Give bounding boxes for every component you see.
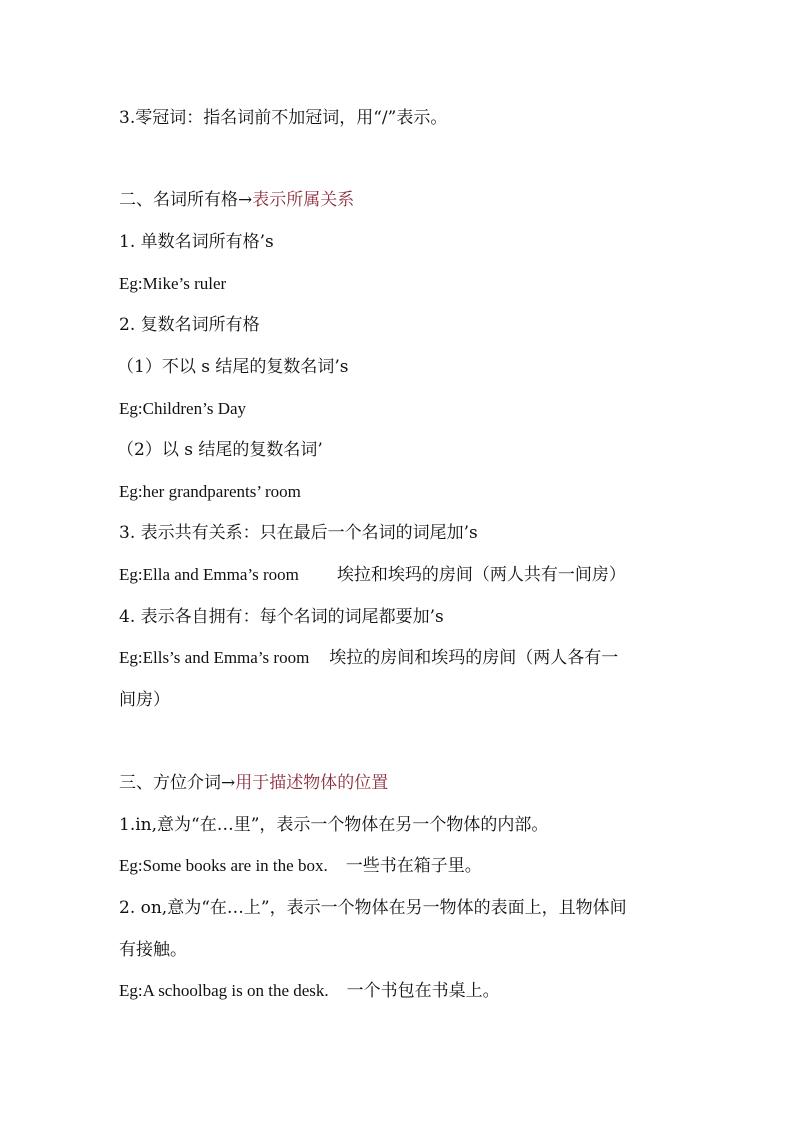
joint-possession-example [119,564,626,586]
separate-possession-example [119,647,618,669]
joint-possession-example-en: Eg:Ella and Emma’s room [119,565,299,584]
joint-possession-example-cn: 埃拉和埃玛的房间（两人共有一间房） [336,565,626,585]
singular-possessive-example: Eg:Mike’s ruler [119,274,227,293]
plural-possessive-sub2: （2）以 s 结尾的复数名词’ [117,440,323,460]
joint-possession-item: 3. 表示共有关系：只在最后一个名词的词尾加’s [119,523,478,543]
separate-possession-example-en: Eg:Ells’s and Emma’s room [119,648,310,667]
plural-possessive-sub2-example: Eg:her grandparents’ room [119,482,301,501]
preposition-in-item: 1.in,意为“在…里”，表示一个物体在另一个物体的内部。 [119,815,549,835]
section-two-heading [119,189,354,211]
zero-article-line: 3.零冠词：指名词前不加冠词，用“/”表示。 [119,108,448,128]
section-three-heading-accent: 用于描述物体的位置 [235,773,389,793]
preposition-on-item-continued: 有接触。 [119,940,187,960]
section-two-heading-prefix: 二、名词所有格→ [119,190,253,210]
section-three-heading [119,772,388,794]
plural-possessive-item: 2. 复数名词所有格 [119,315,260,335]
section-two-heading-accent: 表示所属关系 [252,190,355,210]
plural-possessive-sub1: （1）不以 s 结尾的复数名词’s [117,357,349,377]
preposition-on-item: 2. on,意为“在…上”，表示一个物体在另一物体的表面上，且物体间 [119,898,627,918]
plural-possessive-sub1-example: Eg:Children’s Day [119,399,247,418]
separate-possession-example-cn: 埃拉的房间和埃玛的房间（两人各有一 [329,648,619,668]
separate-possession-example-continued: 间房） [119,690,170,710]
preposition-in-example [119,855,482,877]
preposition-on-example [119,980,500,1002]
section-three-heading-prefix: 三、方位介词→ [119,773,236,793]
preposition-on-example-en: Eg:A schoolbag is on the desk. [119,981,329,1000]
preposition-on-example-cn: 一个书包在书桌上。 [346,981,500,1001]
separate-possession-item: 4. 表示各自拥有：每个名词的词尾都要加’s [119,607,444,627]
preposition-in-example-en: Eg:Some books are in the box. [119,856,328,875]
preposition-in-example-cn: 一些书在箱子里。 [345,856,482,876]
singular-possessive-item: 1. 单数名词所有格’s [119,232,274,252]
